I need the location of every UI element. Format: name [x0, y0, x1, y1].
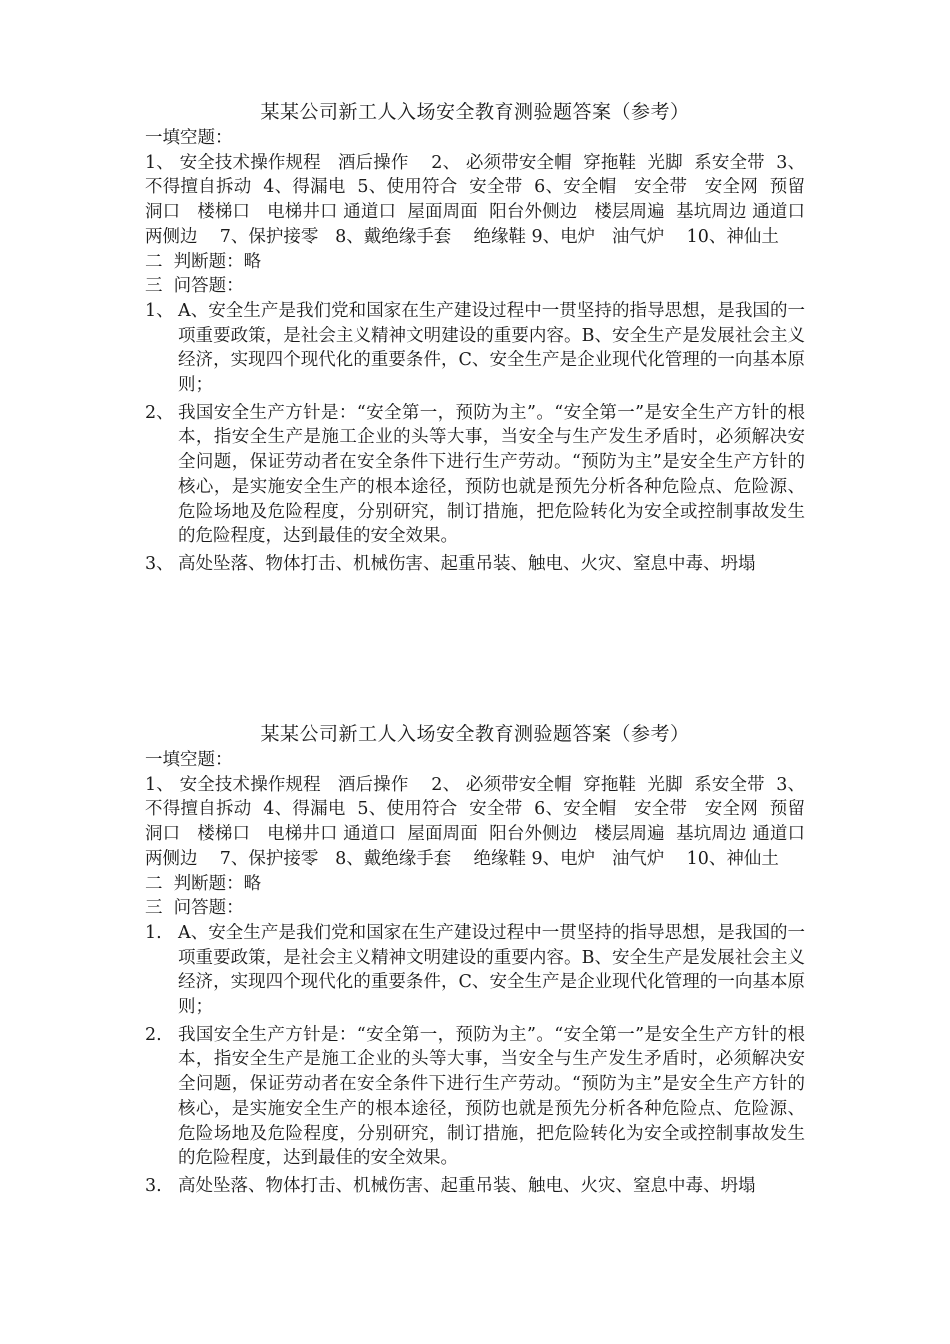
- qa-item: [145, 1174, 805, 1199]
- qa-item: [145, 921, 805, 1020]
- document-title: 某某公司新工人入场安全教育测验题答案（参考）: [260, 101, 690, 123]
- qa-answer: A、安全生产是我们党和国家在生产建设过程中一贯坚持的指导思想，是我国的一项重要政策，是社会主义精神文明建设的重要内容。B、安全生产是发展社会主义经济，实现四个现代化的重要条件，C、安全生产是企业现代化管理的一向基本原则；: [178, 300, 805, 396]
- qa-item: [145, 401, 805, 549]
- qa-answer: 我国安全生产方针是：“安全第一，预防为主”。“安全第一”是安全生产方针的根本，指安全生产是施工企业的头等大事，当安全与生产发生矛盾时，必须解决安全问题，保证劳动者在安全条件下进行生产劳动。“预防为主”是安全生产方针的核心，是实施安全生产的根本途径，预防也就是预先分析各种危险点、危险源、危险场地及危险程度，分别研究，制订措施，把危险转化为安全或控制事故发生的危险程度，达到最佳的安全效果。: [178, 402, 805, 547]
- answer-sheet-copy-1: [145, 99, 805, 580]
- qa-answer: 高处坠落、物体打击、机械伤害、起重吊装、触电、火灾、窒息中毒、坍塌: [178, 553, 756, 574]
- qa-number: 3、: [145, 553, 174, 574]
- section-fill-heading: 一填空题：: [145, 128, 233, 148]
- fill-answers-text: 1、 安全技术操作规程 酒后操作 2、 必须带安全帽 穿拖鞋 光脚 系安全带 3、不得擅自拆动 4、得漏电 5、使用符合 安全带 6、安全帽 安全带 安全网 预留洞口 楼梯口 电梯井口 通道口 屋面周面 阳台外侧边 楼层周遍 基坑周边 通道口两侧边 7、保护接零 8、戴绝缘手套 绝缘鞋 9、电炉 油气炉 10、神仙土: [145, 774, 805, 869]
- qa-item: [145, 299, 805, 398]
- qa-number: 2.: [145, 1024, 162, 1045]
- qa-item: [145, 1023, 805, 1171]
- document-title: 某某公司新工人入场安全教育测验题答案（参考）: [260, 723, 690, 745]
- section-qa-heading: 三 问答题：: [145, 276, 244, 297]
- qa-number: 1、: [145, 300, 174, 321]
- qa-answer: 高处坠落、物体打击、机械伤害、起重吊装、触电、火灾、窒息中毒、坍塌: [178, 1175, 756, 1196]
- qa-answer: A、安全生产是我们党和国家在生产建设过程中一贯坚持的指导思想，是我国的一项重要政策，是社会主义精神文明建设的重要内容。B、安全生产是发展社会主义经济，实现四个现代化的重要条件，C、安全生产是企业现代化管理的一向基本原则；: [178, 922, 805, 1018]
- qa-number: 1.: [145, 922, 162, 943]
- fill-answers-text: 1、 安全技术操作规程 酒后操作 2、 必须带安全帽 穿拖鞋 光脚 系安全带 3、不得擅自拆动 4、得漏电 5、使用符合 安全带 6、安全帽 安全带 安全网 预留洞口 楼梯口 电梯井口 通道口 屋面周面 阳台外侧边 楼层周遍 基坑周边 通道口两侧边 7、保护接零 8、戴绝缘手套 绝缘鞋 9、电炉 油气炉 10、神仙土: [145, 152, 805, 247]
- qa-answer: 我国安全生产方针是：“安全第一，预防为主”。“安全第一”是安全生产方针的根本，指安全生产是施工企业的头等大事，当安全与生产发生矛盾时，必须解决安全问题，保证劳动者在安全条件下进行生产劳动。“预防为主”是安全生产方针的核心，是实施安全生产的根本途径，预防也就是预先分析各种危险点、危险源、危险场地及危险程度，分别研究，制订措施，把危险转化为安全或控制事故发生的危险程度，达到最佳的安全效果。: [178, 1024, 805, 1169]
- section-fill-heading: 一填空题：: [145, 750, 233, 770]
- section-judge-heading: 二 判断题：略: [145, 251, 262, 272]
- section-qa-heading: 三 问答题：: [145, 898, 244, 919]
- qa-number: 2、: [145, 402, 174, 423]
- section-judge-heading: 二 判断题：略: [145, 873, 262, 894]
- answer-sheet-copy-2: [145, 721, 805, 1202]
- qa-number: 3.: [145, 1175, 162, 1196]
- qa-item: [145, 552, 805, 577]
